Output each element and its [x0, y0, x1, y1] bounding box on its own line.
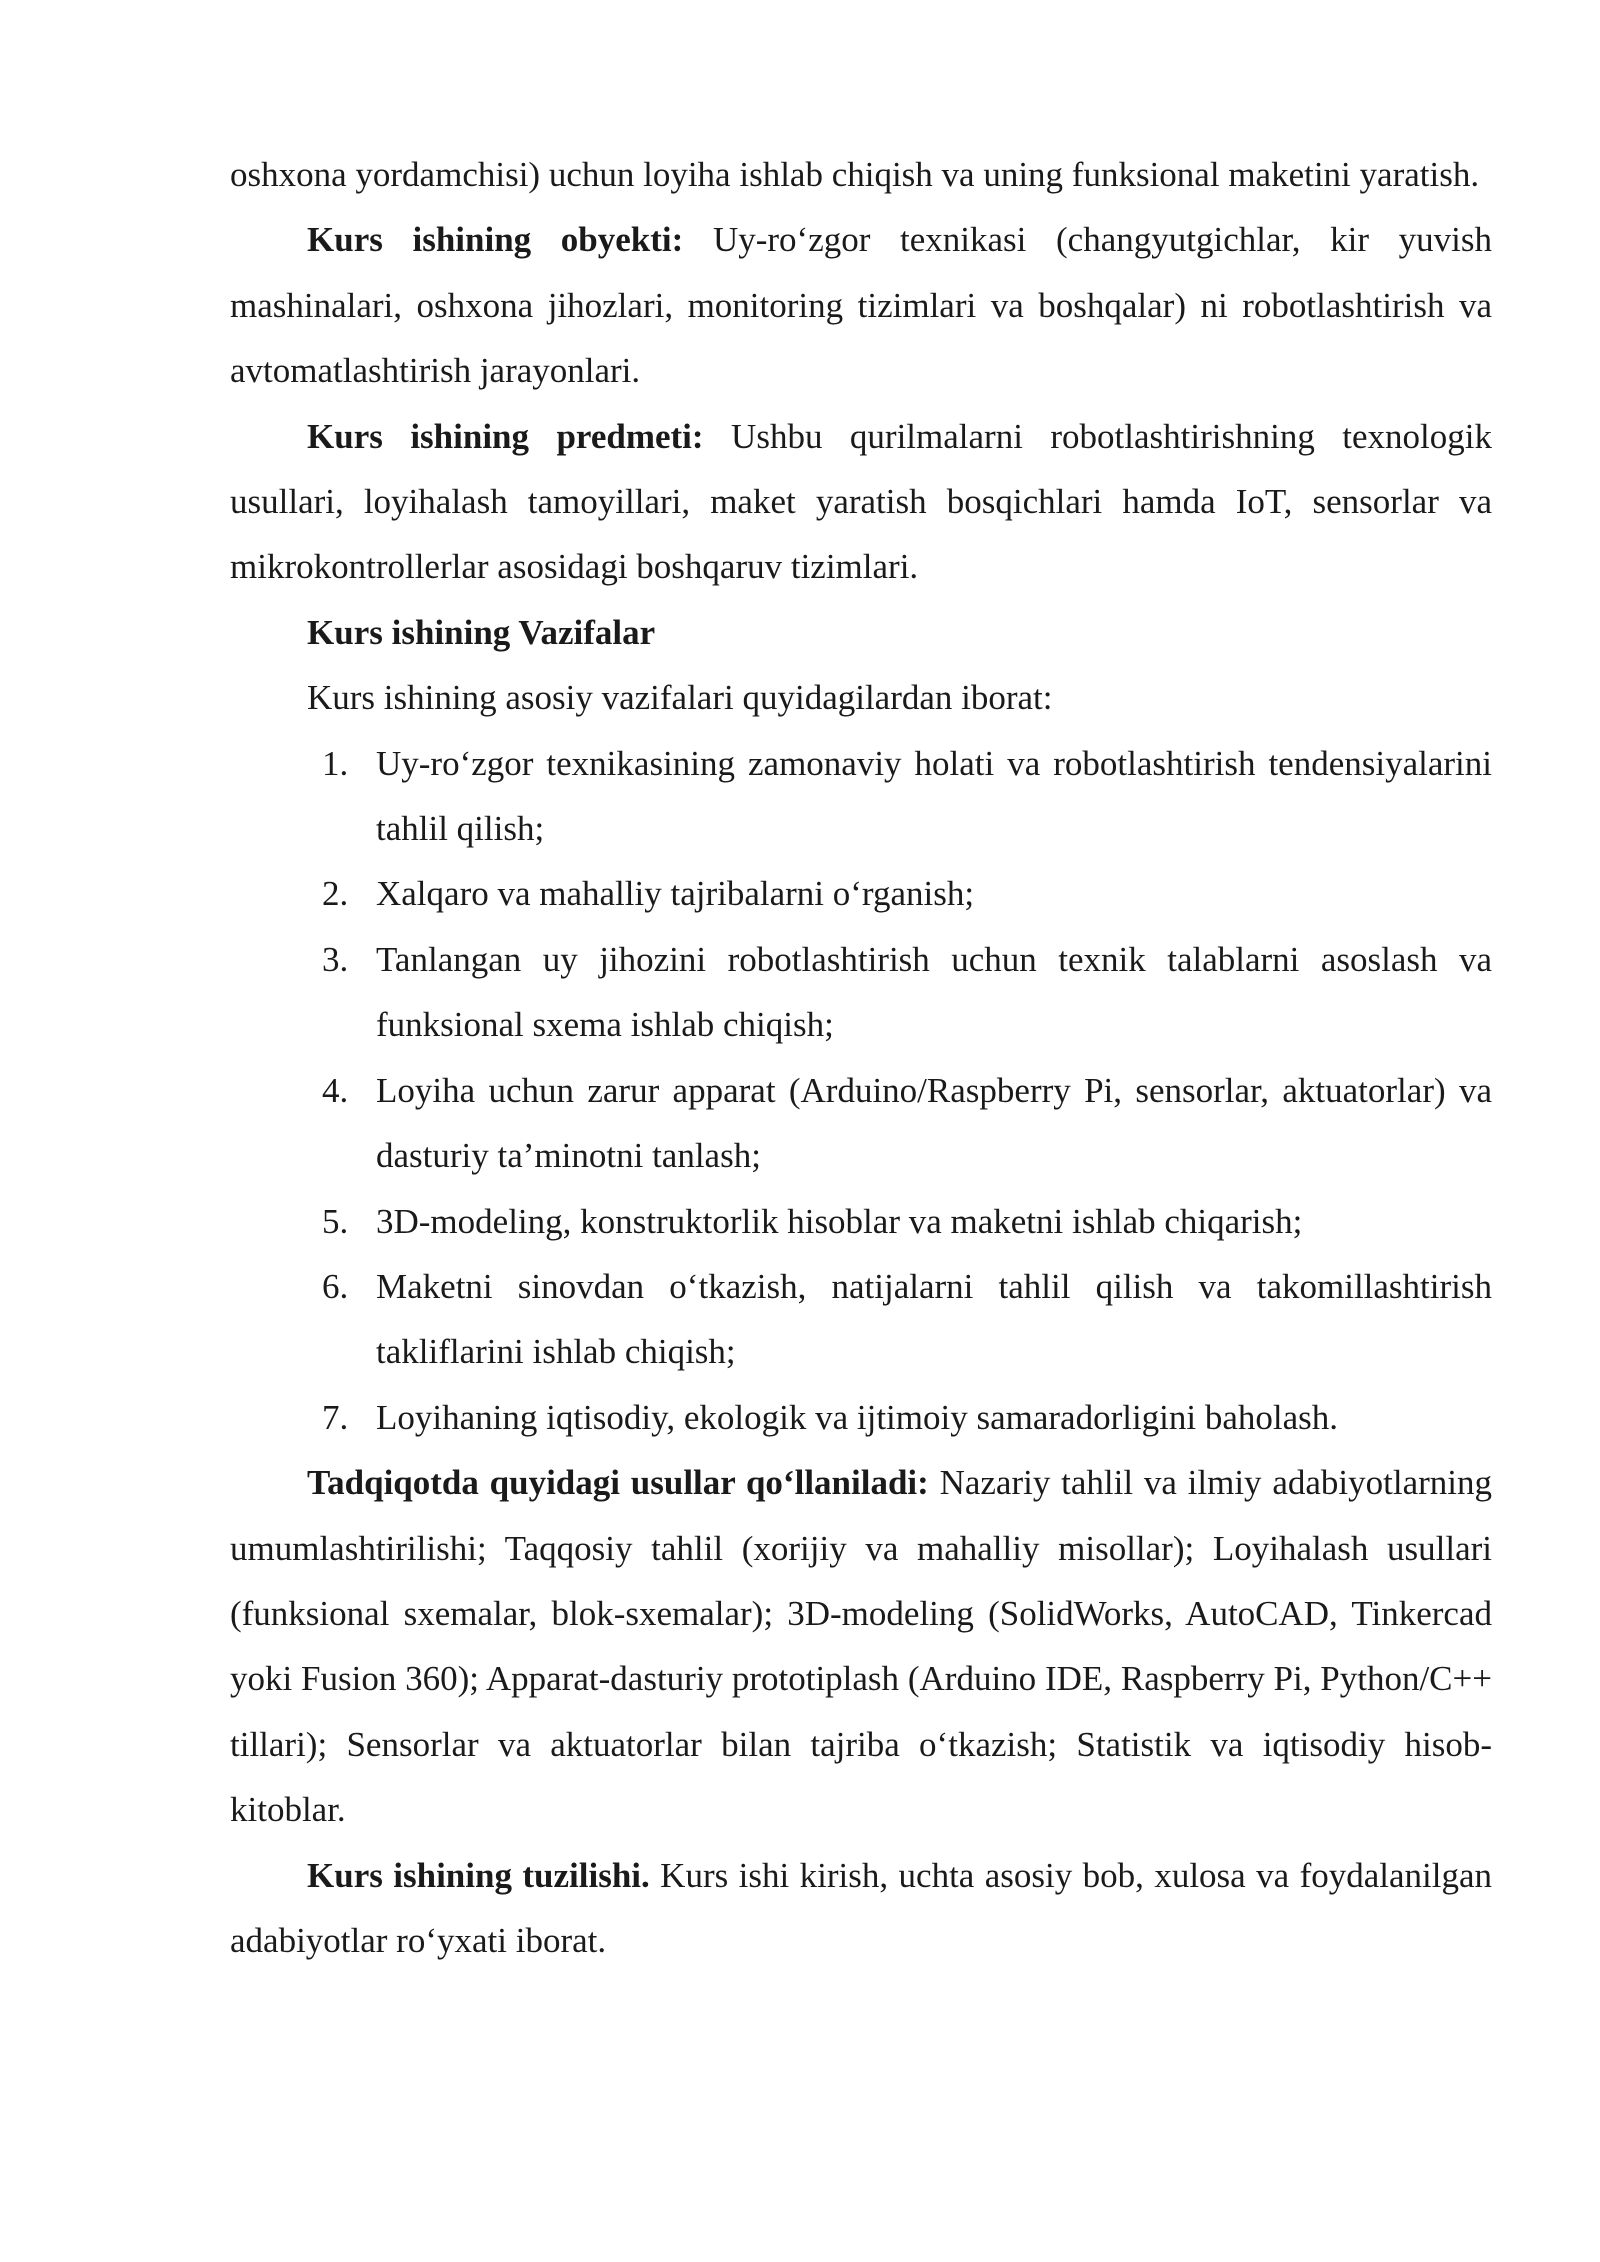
- subject-paragraph: [230, 404, 1492, 600]
- list-item-number: 2.: [322, 874, 349, 914]
- list-item: [230, 927, 1492, 1058]
- object-text: Uy-ro‘zgor texnikasi (changyutgichlar, kir yuvish mashinalari, oshxona jihozlari, monitoring tizimlari va boshqalar) ni robotlashtirish va avtomatlashtirish jarayonlari.: [230, 220, 1492, 391]
- list-item-text: Xalqaro va mahalliy tajribalarni o‘rganish;: [376, 874, 975, 914]
- structure-paragraph: [230, 1843, 1492, 1974]
- list-item-text: Loyiha uchun zarur apparat (Arduino/Raspberry Pi, sensorlar, aktuatorlar) va dasturiy ta’minotni tanlash;: [376, 1070, 1492, 1176]
- list-item: [230, 1385, 1492, 1450]
- list-item: [230, 731, 1492, 862]
- list-item: [230, 861, 1492, 926]
- list-item: [230, 1189, 1492, 1254]
- list-item-number: 5.: [322, 1201, 349, 1241]
- aim-continuation-paragraph: [230, 142, 1492, 207]
- structure-label: Kurs ishining tuzilishi.: [307, 1855, 650, 1895]
- tasks-heading: Kurs ishining Vazifalar: [307, 612, 656, 652]
- list-item-number: 3.: [322, 939, 349, 979]
- tasks-list: [230, 731, 1492, 1450]
- tasks-intro-paragraph: [230, 665, 1492, 730]
- aim-continuation-text: oshxona yordamchisi) uchun loyiha ishlab chiqish va uning funksional maketini yaratish.: [230, 155, 1480, 194]
- list-item-text: Loyihaning iqtisodiy, ekologik va ijtimoiy samaradorligini baholash.: [376, 1397, 1339, 1437]
- object-paragraph: [230, 207, 1492, 403]
- list-item-text: Tanlangan uy jihozini robotlashtirish uchun texnik talablarni asoslash va funksional sxema ishlab chiqish;: [376, 939, 1492, 1045]
- list-item-number: 4.: [322, 1070, 349, 1110]
- subject-label: Kurs ishining predmeti:: [307, 416, 704, 456]
- methods-label: Tadqiqotda quyidagi usullar qo‘llaniladi:: [307, 1463, 929, 1503]
- object-label: Kurs ishining obyekti:: [307, 220, 684, 260]
- list-item-number: 6.: [322, 1266, 349, 1306]
- document-page: [230, 142, 1492, 1973]
- methods-text: Nazariy tahlil va ilmiy adabiyotlarning umumlashtirilishi; Taqqosiy tahlil (xorijiy va mahalliy misollar); Loyihalash usullari (funksional sxemalar, blok-sxemalar); 3D-modeling (SolidWorks, AutoCAD, Tinkercad yoki Fusion 360); Apparat-dasturiy prototiplash (Arduino IDE, Raspberry Pi, Python/C++ tillari); Sensorlar va aktuatorlar bilan tajriba o‘tkazish; Statistik va iqtisodiy hisob-kitoblar.: [230, 1463, 1492, 1830]
- list-item: [230, 1058, 1492, 1189]
- structure-text: Kurs ishi kirish, uchta asosiy bob, xulosa va foydalanilgan adabiyotlar ro‘yxati iborat.: [230, 1855, 1493, 1960]
- list-item-number: 1.: [322, 743, 349, 783]
- list-item-text: 3D-modeling, konstruktorlik hisoblar va maketni ishlab chiqarish;: [376, 1201, 1303, 1241]
- tasks-heading-paragraph: [230, 600, 1492, 665]
- subject-text: Ushbu qurilmalarni robotlashtirishning texnologik usullari, loyihalash tamoyillari, maket yaratish bosqichlari hamda IoT, sensorlar va mikrokontrollerlar asosidagi boshqaruv tizimlari.: [230, 416, 1492, 587]
- list-item-text: Maketni sinovdan o‘tkazish, natijalarni tahlil qilish va takomillashtirish takliflarini ishlab chiqish;: [376, 1266, 1492, 1372]
- tasks-intro: Kurs ishining asosiy vazifalari quyidagilardan iborat:: [307, 678, 1053, 718]
- list-item-text: Uy-ro‘zgor texnikasining zamonaviy holati va robotlashtirish tendensiyalarini tahlil qilish;: [376, 743, 1492, 849]
- methods-paragraph: [230, 1450, 1492, 1842]
- list-item-number: 7.: [322, 1397, 349, 1437]
- list-item: [230, 1254, 1492, 1385]
